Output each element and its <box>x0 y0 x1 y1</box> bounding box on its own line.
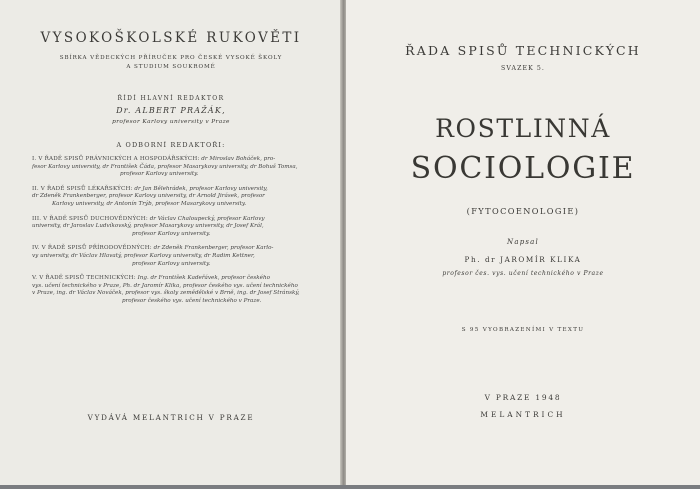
collection-subtitle-line1: SBÍRKA VĚDECKÝCH PŘÍRUČEK PRO ČESKÉ VYSOKÉ ŠKOLY <box>59 55 283 61</box>
series-entry <box>32 186 320 209</box>
series-entry-text: profesor Karlovy university. <box>132 230 211 237</box>
chief-editor-role: profesor Karlovy university v Praze <box>112 119 230 125</box>
left-page <box>0 0 342 489</box>
collection-subtitle-line2: A STUDIUM SOUKROMÉ <box>126 64 216 70</box>
series-entry <box>32 156 320 179</box>
series-entry-text: Ing. dr František Kadeřávek, profesor českého <box>135 275 270 282</box>
book-title-line1: ROSTLINNÁ <box>435 114 611 143</box>
author-role: profesor čes. vys. učení technického v Praze <box>442 270 604 277</box>
right-page <box>346 0 700 489</box>
series-entry-head: II. V ŘADĚ SPISŮ LÉKAŘSKÝCH: <box>32 185 133 192</box>
volume-number: SVAZEK 5. <box>501 65 545 72</box>
series-entry-text: profesor českého vys. učení technického v Praze. <box>122 297 262 304</box>
series-entry-text: profesor Karlovy university. <box>120 171 199 178</box>
series-entry-text: university, dr Jaroslav Ludvíkovský, profesor Masarykovy university, dr Josef Král, <box>32 223 264 230</box>
series-entry-text: profesor Karlovy university. <box>132 260 211 267</box>
chief-editor-name: Dr. ALBERT PRAŽÁK, <box>116 106 226 115</box>
series-entry-text: dr Jan Bělehrádek, profesor Karlovy university, <box>132 185 268 192</box>
book-subtitle: (FYTOCOENOLOGIE) <box>466 206 580 216</box>
series-entry-text: dr Zdeněk Frankenberger, profesor Karlo- <box>151 245 274 252</box>
series-entry-text: vys. učení technického v Praze, Ph. dr Jaromír Klika, profesor českého vys. učení technického <box>32 282 298 289</box>
series-entry-text: dr Václav Chaloupecký, profesor Karlovy <box>147 215 265 222</box>
place-year: V PRAZE 1948 <box>484 393 562 402</box>
book-title-line2: SOCIOLOGIE <box>410 151 636 186</box>
series-entry-head: IV. V ŘADĚ SPISŮ PŘÍRODOVĚDNÝCH: <box>32 245 152 252</box>
written-by-label: Napsal <box>507 238 539 246</box>
series-editors-list <box>32 156 320 313</box>
author-name: Ph. dr JAROMÍR KLIKA <box>464 255 582 264</box>
series-entry-text: dr Zdeněk Frankenberger, profesor Karlovy university, dr Arnold Jirásek, profesor <box>32 193 265 200</box>
publisher-line: VYDÁVÁ MELANTRICH V PRAZE <box>87 413 255 422</box>
series-entry-text: v Praze, ing. dr Václav Nováček, profesor vys. školy zemědělské v Brně, ing. dr Josef Stránský, <box>32 290 300 297</box>
editors-label: A ODBORNÍ REDAKTOŘI: <box>116 141 226 149</box>
series-entry-text: dr Miroslav Boháček, pro- <box>199 156 276 162</box>
table-edge <box>0 485 700 489</box>
series-entry-text: Karlovy university, dr Antonín Trýb, profesor Masarykovy university. <box>52 200 247 207</box>
series-entry-text: vy university, dr Václav Hlavatý, profesor Karlovy university, dr Radim Kettner, <box>32 252 255 259</box>
series-entry <box>32 216 320 239</box>
series-entry <box>32 275 320 305</box>
series-entry-head: III. V ŘADĚ SPISŮ DUCHOVĚDNÝCH: <box>32 215 148 222</box>
series-entry <box>32 245 320 268</box>
series-collection-title: VYSOKOŠKOLSKÉ RUKOVĚTI <box>40 30 302 46</box>
series-entry-head: V. V ŘADĚ SPISŮ TECHNICKÝCH: <box>32 275 136 282</box>
series-entry-text: fesor Karlovy university, dr František Čáda, profesor Masarykovy university, dr Bohuš Tomsa, <box>32 163 298 170</box>
series-title: ŘADA SPISŮ TECHNICKÝCH <box>405 43 641 58</box>
illustrations-note: S 95 VYOBRAZENÍMI V TEXTU <box>461 327 585 333</box>
publisher-name: MELANTRICH <box>480 410 566 419</box>
chief-editor-label: ŘÍDÍ HLAVNÍ REDAKTOR <box>117 95 225 102</box>
series-entry-head: I. V ŘADĚ SPISŮ PRÁVNICKÝCH A HOSPODÁŘSKÝCH: <box>32 156 200 162</box>
